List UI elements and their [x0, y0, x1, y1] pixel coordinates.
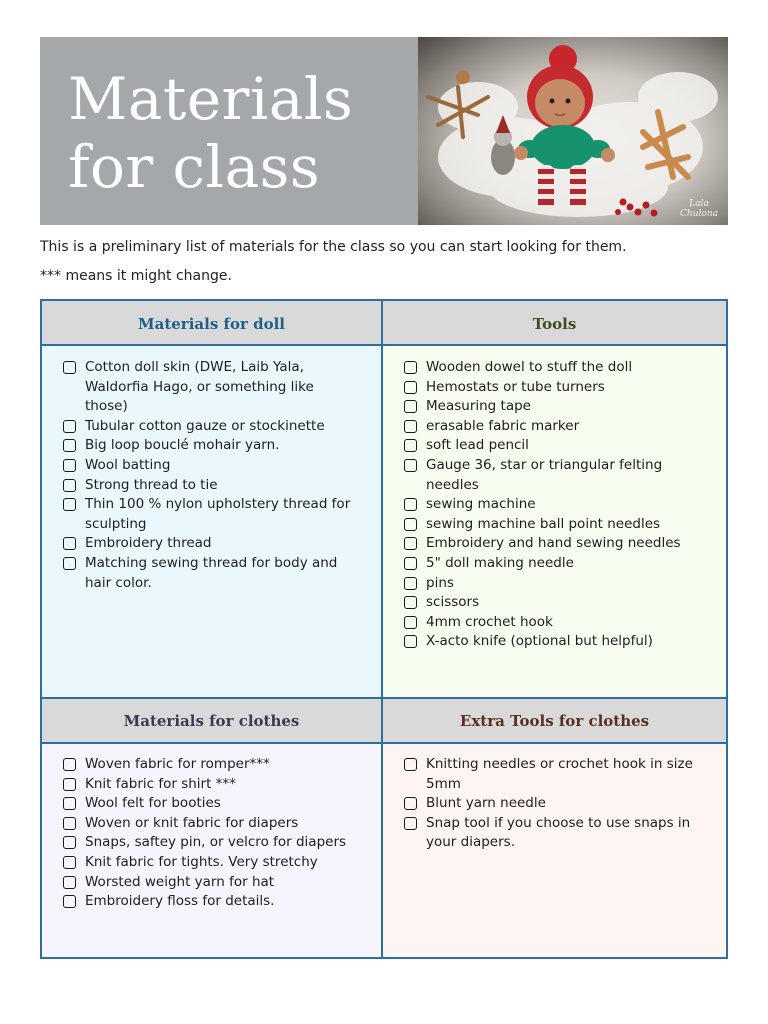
checklist-item	[60, 358, 355, 417]
checklist-item-label: Blunt yarn needle	[426, 795, 546, 812]
checkbox[interactable]	[404, 797, 417, 810]
checklist-item	[60, 495, 355, 534]
checkbox[interactable]	[63, 758, 76, 771]
checkbox[interactable]	[63, 479, 76, 492]
checklist-item-label: Thin 100 % nylon upholstery thread for sculpting	[85, 496, 351, 532]
checklist-item	[60, 755, 370, 775]
checklist-item	[60, 794, 370, 814]
checklist-item	[401, 613, 711, 633]
checklist-item	[401, 358, 711, 378]
checklist-item	[401, 436, 711, 456]
checklist-item-label: Wool felt for booties	[85, 795, 221, 812]
tools-list	[401, 358, 711, 652]
materials-table	[40, 299, 728, 959]
checklist-item-label: Gauge 36, star or triangular felting needles	[426, 456, 663, 493]
doll-header	[42, 301, 381, 346]
checklist-item-label: sewing machine	[426, 496, 536, 513]
checkbox[interactable]	[404, 616, 417, 629]
photo-watermark: Lala Chulona	[680, 199, 718, 219]
checklist-item-label: 5" doll making needle	[426, 554, 574, 571]
checklist-item-label: Embroidery floss for details.	[85, 893, 275, 910]
checkbox[interactable]	[63, 498, 76, 511]
row-divider-2	[42, 697, 726, 699]
checklist-item	[401, 417, 711, 437]
checkbox[interactable]	[63, 537, 76, 550]
checkbox[interactable]	[404, 635, 417, 648]
checklist-item	[401, 554, 711, 574]
checklist-item	[60, 892, 370, 912]
checkbox[interactable]	[63, 797, 76, 810]
checklist-item	[401, 593, 711, 613]
checkbox[interactable]	[63, 557, 76, 570]
title-banner	[40, 37, 418, 225]
doll-illustration	[418, 37, 728, 225]
clothes-cell	[42, 743, 381, 957]
tools-header	[383, 301, 726, 346]
checklist-item	[401, 378, 711, 398]
checklist-item	[60, 814, 370, 834]
checklist-item-label: soft lead pencil	[426, 437, 529, 454]
checklist-item-label: Snap tool if you choose to use snaps in your diapers.	[426, 814, 691, 851]
checklist-item	[60, 873, 370, 893]
tools-cell	[383, 346, 726, 698]
checklist-item	[60, 534, 355, 554]
checklist-item-label: Strong thread to tie	[85, 476, 218, 493]
checkbox[interactable]	[63, 895, 76, 908]
extra-tools-header-title: Extra Tools for clothes	[459, 711, 650, 730]
checkbox[interactable]	[63, 361, 76, 374]
checkbox[interactable]	[404, 439, 417, 452]
checklist-item-label: Snaps, saftey pin, or velcro for diapers	[85, 834, 347, 851]
checklist-item-label: scissors	[426, 594, 480, 611]
checkbox[interactable]	[404, 537, 417, 550]
checklist-item	[401, 632, 711, 652]
checklist-item-label: Woven or knit fabric for diapers	[85, 814, 299, 831]
row-divider-3	[42, 742, 726, 744]
checkbox[interactable]	[404, 361, 417, 374]
checkbox[interactable]	[63, 876, 76, 889]
checklist-item	[401, 814, 701, 853]
checklist-item-label: Cotton doll skin (DWE, Laib Yala, Waldorfia Hago, or something like those)	[85, 359, 314, 415]
checklist-item-label: Wool batting	[85, 456, 171, 473]
checkbox[interactable]	[63, 459, 76, 472]
checklist-item	[401, 794, 701, 814]
checkbox[interactable]	[63, 817, 76, 830]
checkbox[interactable]	[404, 577, 417, 590]
checklist-item-label: Wooden dowel to stuff the doll	[426, 359, 633, 375]
clothes-header	[42, 698, 381, 743]
page-header	[40, 37, 728, 225]
checklist-item	[401, 534, 711, 554]
checklist-item-label: Embroidery and hand sewing needles	[426, 535, 681, 552]
checkbox[interactable]	[404, 557, 417, 570]
checkbox[interactable]	[63, 439, 76, 452]
checkbox[interactable]	[404, 518, 417, 531]
row-divider-1	[42, 344, 726, 346]
checklist-item-label: Knit fabric for shirt ***	[85, 775, 236, 792]
checklist-item-label: Knit fabric for tights. Very stretchy	[85, 853, 318, 870]
checklist-item-label: Hemostats or tube turners	[426, 378, 605, 395]
checklist-item-label: X-acto knife (optional but helpful)	[426, 633, 653, 650]
extra-tools-header	[383, 698, 726, 743]
checklist-item-label: Worsted weight yarn for hat	[85, 873, 275, 890]
page-title: Materials for class	[68, 65, 354, 201]
tools-header-title: Tools	[532, 314, 577, 333]
checkbox[interactable]	[404, 758, 417, 771]
clothes-list	[60, 755, 370, 912]
intro-text: This is a preliminary list of materials for the class so you can start looking for them.	[40, 239, 627, 255]
doll-cell	[42, 346, 381, 698]
checklist-item	[60, 833, 370, 853]
clothes-header-title: Materials for clothes	[123, 711, 300, 730]
checkbox[interactable]	[404, 817, 417, 830]
checklist-item-label: Tubular cotton gauze or stockinette	[85, 417, 325, 434]
checklist-item-label: Woven fabric for romper***	[85, 756, 270, 772]
checkbox[interactable]	[63, 836, 76, 849]
checklist-item	[60, 436, 355, 456]
extra-tools-cell	[383, 743, 726, 957]
checkbox[interactable]	[63, 856, 76, 869]
checklist-item	[60, 456, 355, 476]
checklist-item	[60, 417, 355, 437]
checklist-item-label: Knitting needles or crochet hook in size 5mm	[426, 756, 693, 792]
checklist-item	[401, 495, 711, 515]
checkbox[interactable]	[404, 596, 417, 609]
doll-photo	[418, 37, 728, 225]
column-divider	[381, 301, 383, 957]
checkbox[interactable]	[404, 420, 417, 433]
checklist-item	[401, 456, 711, 495]
checkbox[interactable]	[404, 400, 417, 413]
checklist-item-label: Big loop bouclé mohair yarn.	[85, 437, 280, 454]
checklist-item	[60, 554, 355, 593]
checklist-item	[60, 853, 370, 873]
checkbox[interactable]	[63, 420, 76, 433]
doll-header-title: Materials for doll	[138, 314, 285, 333]
intro-note: *** means it might change.	[40, 268, 232, 284]
checkbox[interactable]	[63, 778, 76, 791]
checklist-item	[401, 755, 701, 794]
checkbox[interactable]	[404, 498, 417, 511]
checklist-item-label: erasable fabric marker	[426, 417, 580, 434]
checklist-item-label: Embroidery thread	[85, 535, 212, 552]
doll-list	[60, 358, 355, 593]
checklist-item	[401, 515, 711, 535]
checklist-item-label: Matching sewing thread for body and hair color.	[85, 554, 338, 591]
checkbox[interactable]	[404, 459, 417, 472]
checklist-item	[401, 574, 711, 594]
checklist-item	[60, 476, 355, 496]
checklist-item-label: sewing machine ball point needles	[426, 515, 661, 532]
checklist-item	[401, 397, 711, 417]
extra-tools-list	[401, 755, 701, 853]
checklist-item-label: Measuring tape	[426, 398, 531, 415]
checkbox[interactable]	[404, 381, 417, 394]
checklist-item-label: pins	[426, 574, 454, 591]
checklist-item	[60, 775, 370, 795]
checklist-item-label: 4mm crochet hook	[426, 613, 553, 630]
